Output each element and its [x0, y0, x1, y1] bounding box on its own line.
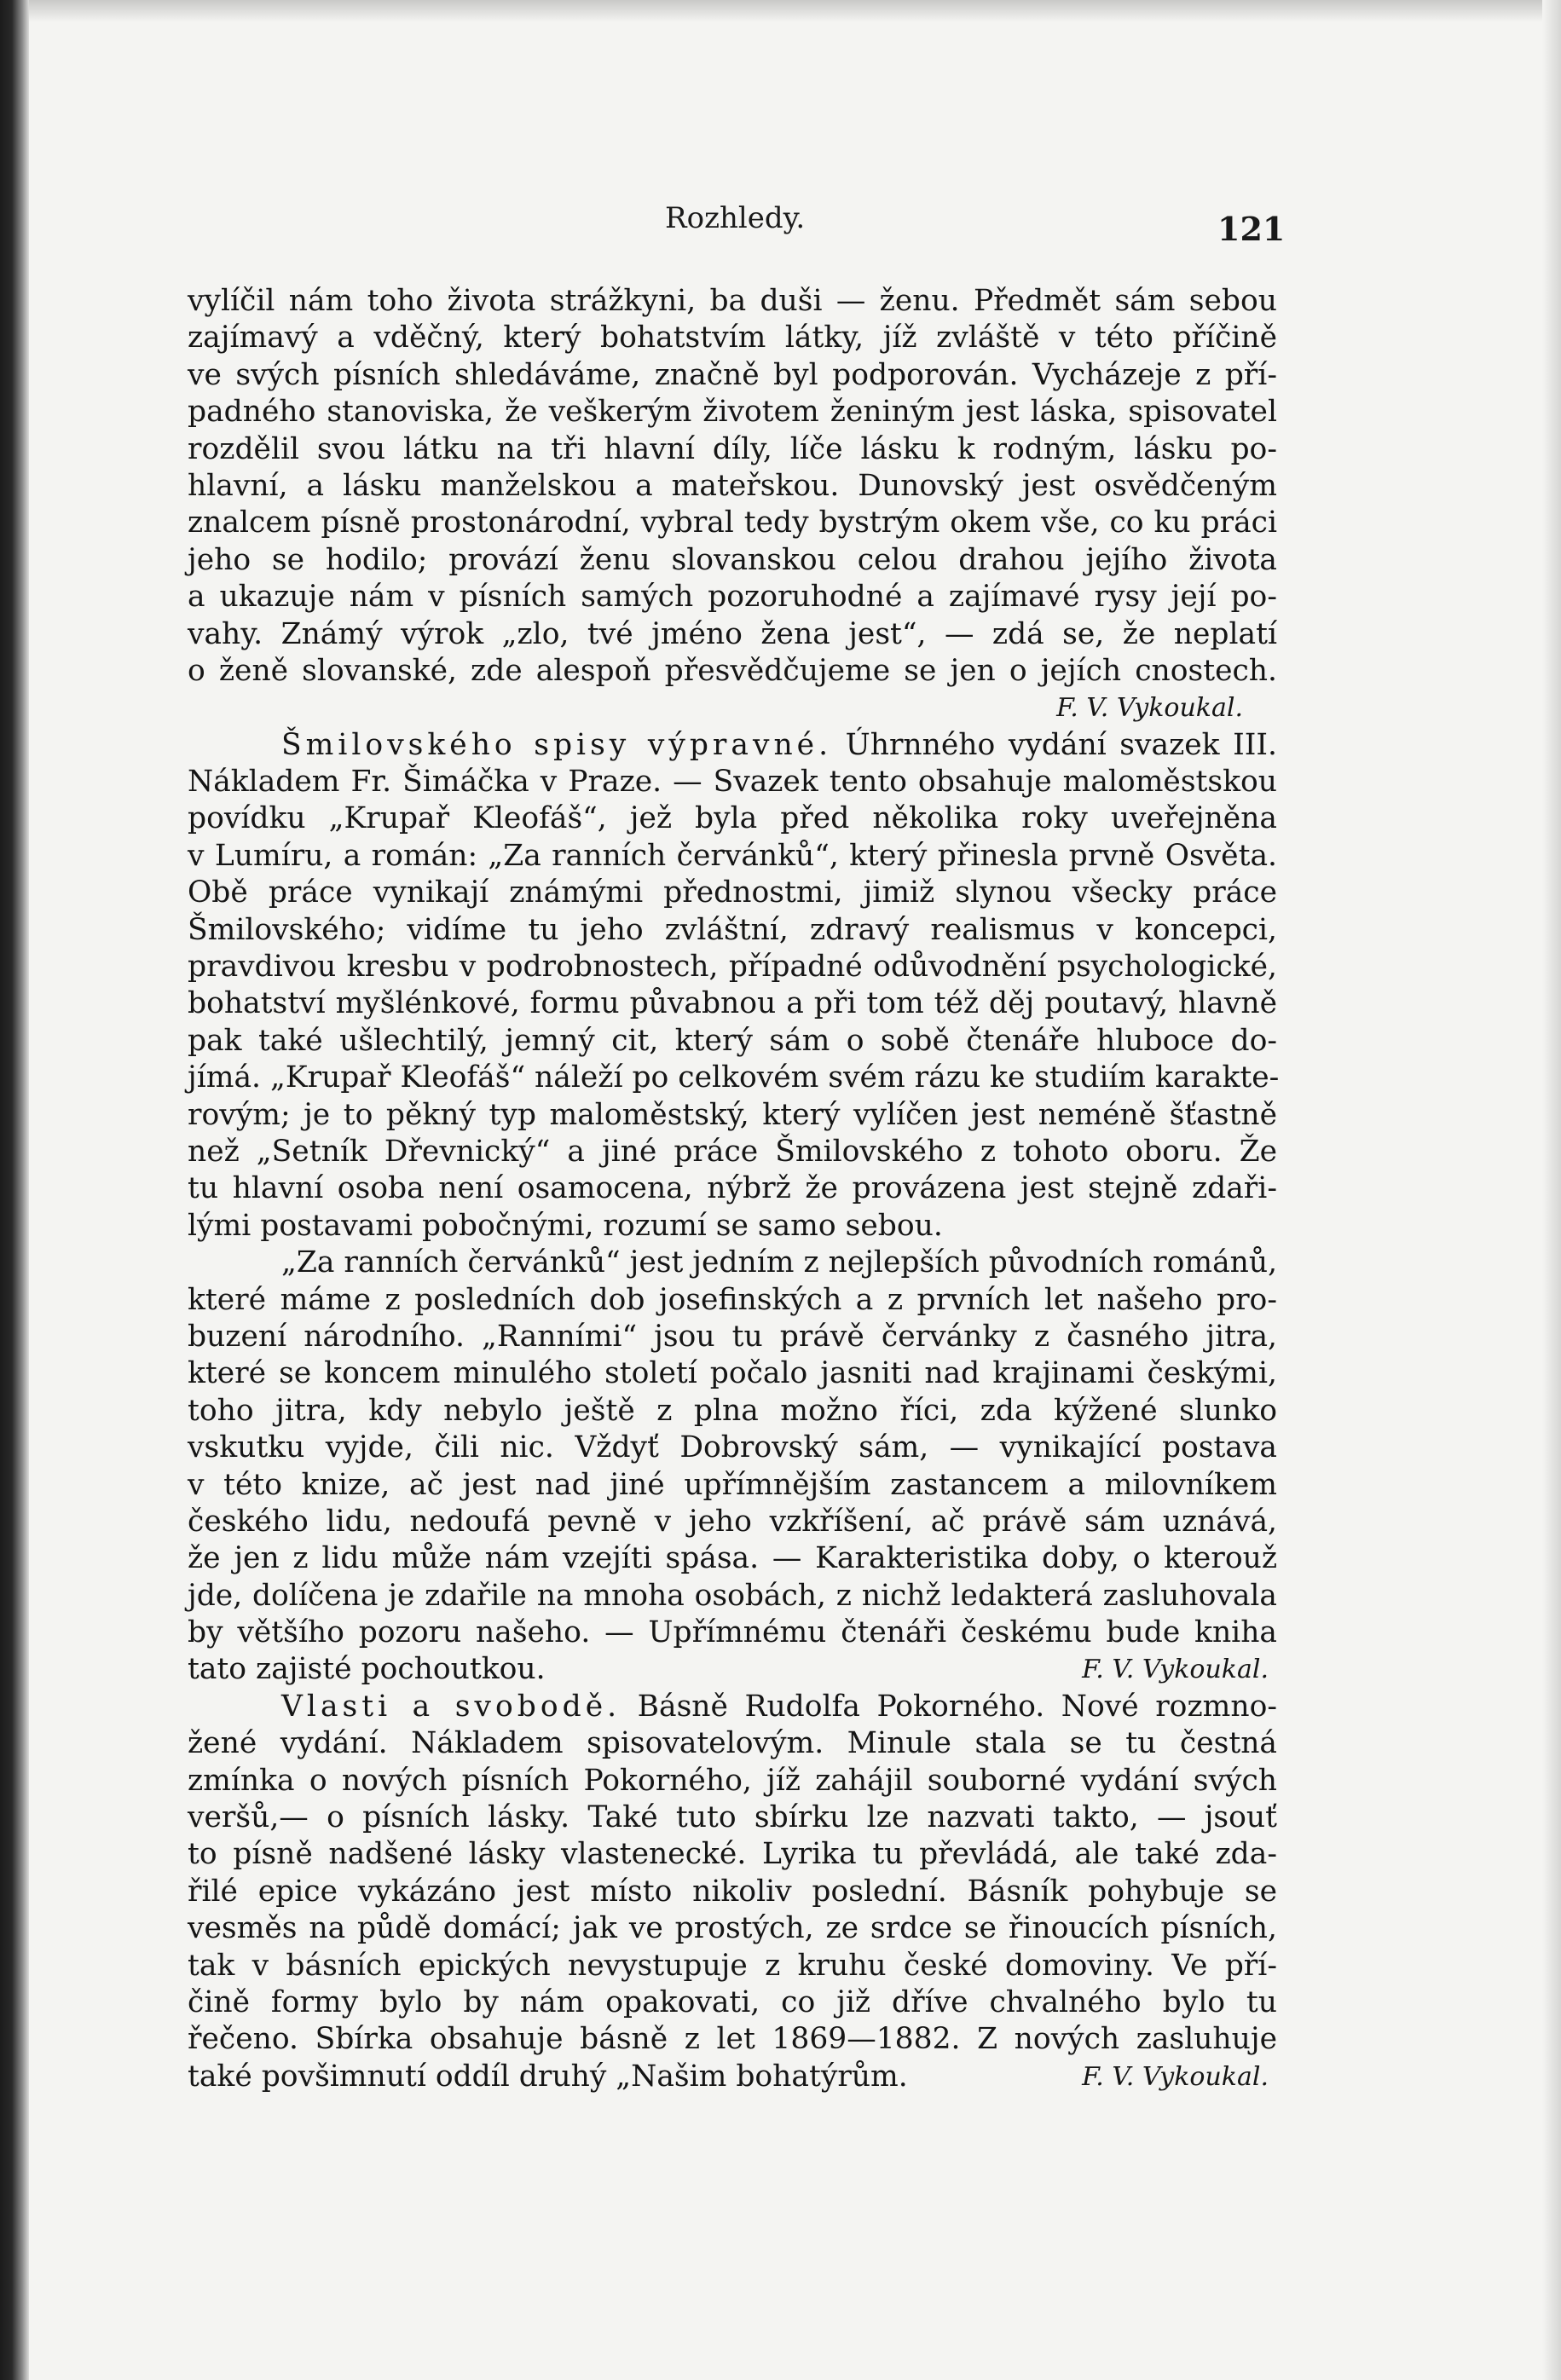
text-line: ve svých písních shledáváme, značně byl podporován. Vycházeje z pří-	[188, 357, 1277, 392]
signature: F. V. Vykoukal.	[1082, 2061, 1269, 2092]
text-line: v Lumíru, a román: „Za ranních červánků“, který přinesla prvně Osvěta.	[188, 838, 1277, 873]
text-line: řilé epice vykázáno jest místo nikoliv poslední. Básník pohybuje se	[188, 1874, 1277, 1909]
page-body	[188, 283, 1280, 2095]
text-line: vahy. Známý výrok „zlo, tvé jméno žena jest“, — zdá se, že neplatí	[188, 616, 1277, 651]
text-line-with-signature	[188, 1651, 1277, 1688]
page-number: 121	[1217, 210, 1286, 248]
text-line-with-signature	[188, 2059, 1277, 2095]
text-fragment: Úhrnného vydání svazek III.	[832, 727, 1277, 762]
scan-right-shadow	[1542, 0, 1561, 2380]
scan-binding-edge	[0, 0, 29, 2380]
text-line: padného stanoviska, že veškerým životem ženiným jest láska, spisovatel	[188, 395, 1277, 430]
text-line: vskutku vyjde, čili nic. Vždyť Dobrovský sám, — vynikající postava	[188, 1430, 1277, 1465]
text-line: o ženě slovanské, zde alespoň přesvědčujeme se jen o jejích cnostech.	[188, 653, 1277, 688]
text-fragment: také povšimnutí oddíl druhý „Našim bohatýrům.	[188, 2059, 908, 2094]
text-line: lými postavami pobočnými, rozumí se samo sebou.	[188, 1208, 943, 1243]
text-line: než „Setník Dřevnický“ a jiné práce Šmilovského z tohoto oboru. Že	[188, 1134, 1277, 1169]
text-line: buzení národního. „Ranními“ jsou tu právě červánky z časného jitra,	[188, 1319, 1277, 1354]
text-line: které máme z posledních dob josefinských a z prvních let našeho pro-	[188, 1282, 1277, 1317]
text-line: čině formy bylo by nám opakovati, co již dříve chvalného bylo tu	[188, 1984, 1277, 2019]
text-line: jeho se hodilo; provází ženu slovanskou celou drahou jejího života	[188, 542, 1277, 577]
text-fragment: tato zajisté pochoutkou.	[188, 1652, 546, 1687]
text-line: rozdělil svou látku na tři hlavní díly, líče lásku k rodným, lásku po-	[188, 431, 1277, 466]
text-line: žené vydání. Nákladem spisovatelovým. Minule stala se tu čestná	[188, 1726, 1277, 1761]
text-line: hlavní, a lásku manželskou a mateřskou. Dunovský jest osvědčeným	[188, 468, 1277, 503]
signature: F. V. Vykoukal.	[1056, 693, 1243, 724]
text-line: toho jitra, kdy nebylo ještě z plna možno říci, zda kýžené slunko	[188, 1393, 1277, 1428]
text-line: pravdivou kresbu v podrobnostech, případné odůvodnění psychologické,	[188, 950, 1277, 985]
text-line: jde, dolíčena je zdařile na mnoha osobách, z nichž ledakterá zasluhovala	[188, 1578, 1277, 1613]
text-line: Obě práce vynikají známými přednostmi, jimiž slynou všecky práce	[188, 875, 1277, 910]
text-fragment: Básně Rudolfa Pokorného. Nové rozmno-	[621, 1689, 1277, 1724]
text-line: vylíčil nám toho života strážkyni, ba duši — ženu. Předmět sám sebou	[188, 284, 1277, 318]
text-line: pak také ušlechtilý, jemný cit, který sám o sobě čtenáře hluboce do-	[188, 1023, 1277, 1058]
text-line: českého lidu, nedoufá pevně v jeho vzkříšení, ač právě sám uznává,	[188, 1504, 1277, 1539]
text-line: řečeno. Sbírka obsahuje básně z let 1869—1882. Z nových zasluhuje	[188, 2022, 1277, 2057]
text-line: Šmilovského; vidíme tu jeho zvláštní, zdravý realismus v koncepci,	[188, 912, 1277, 947]
text-line: povídku „Krupař Kleofáš“, jež byla před několika roky uveřejněna	[188, 801, 1277, 836]
signature: F. V. Vykoukal.	[1082, 1655, 1269, 1685]
text-line: tak v básních epických nevystupuje z kruhu české domoviny. Ve pří-	[188, 1948, 1277, 1983]
text-line: v této knize, ač jest nad jiné upřímnějším zastancem a milovníkem	[188, 1467, 1277, 1502]
text-line: Nákladem Fr. Šimáčka v Praze. — Svazek tento obsahuje maloměstskou	[188, 765, 1277, 800]
text-line: vesměs na půdě domácí; jak ve prostých, ze srdce se řinoucích písních,	[188, 1911, 1277, 1946]
text-line: jímá. „Krupař Kleofáš“ náleží po celkovém svém rázu ke studiím karakte-	[188, 1060, 1280, 1095]
review-title: Vlasti a svobodě.	[281, 1689, 622, 1724]
text-line: znalcem písně prostonárodní, vybral tedy bystrým okem vše, co ku práci	[188, 505, 1277, 540]
review-title-line	[188, 1689, 1277, 1725]
text-line: veršů,— o písních lásky. Také tuto sbírku lze nazvati takto, — jsouť	[188, 1800, 1277, 1835]
review-title-line	[188, 727, 1277, 764]
text-line: které se koncem minulého století počalo jasniti nad krajinami českými,	[188, 1356, 1277, 1391]
text-line: by většího pozoru našeho. — Upřímnému čtenáři českému bude kniha	[188, 1615, 1277, 1650]
text-line: že jen z lidu může nám vzejíti spása. — Karakteristika doby, o kterouž	[188, 1541, 1277, 1576]
text-line: bohatství myšlénkové, formu půvabnou a při tom též děj poutavý, hlavně	[188, 986, 1277, 1021]
scan-top-shadow	[29, 0, 1561, 22]
text-line: zajímavý a vděčný, který bohatstvím látky, jíž zvláště v této příčině	[188, 321, 1277, 355]
review-title: Šmilovského spisy výpravné.	[281, 727, 833, 762]
text-line: tu hlavní osoba není osamocena, nýbrž že provázena jest stejně zdaři-	[188, 1171, 1277, 1206]
text-line: zmínka o nových písních Pokorného, jíž zahájil souborné vydání svých	[188, 1763, 1277, 1798]
running-head: Rozhledy.	[665, 201, 806, 235]
text-line: a ukazuje nám v písních samých pozoruhodné a zajímavé rysy její po-	[188, 580, 1277, 615]
text-line: rovým; je to pěkný typ maloměstský, který vylíčen jest neméně šťastně	[188, 1097, 1277, 1132]
text-line: to písně nadšené lásky vlastenecké. Lyrika tu převládá, ale také zda-	[188, 1837, 1277, 1872]
text-line: „Za ranních červánků“ jest jedním z nejlepších původních románů,	[281, 1245, 1278, 1280]
